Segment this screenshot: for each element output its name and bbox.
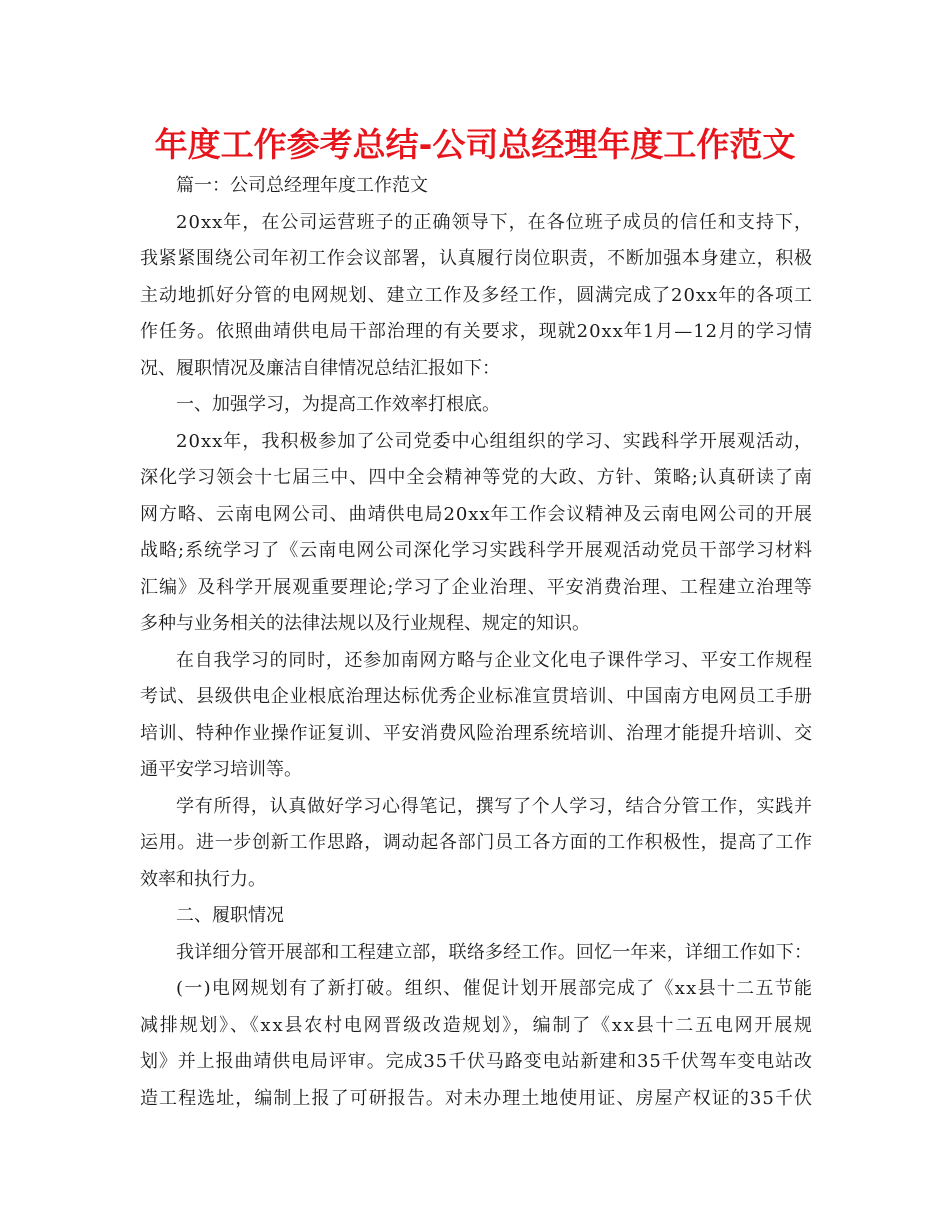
text-line: 在自我学习的同时，还参加南网方略与企业文化电子课件学习、平安工作规程 (176, 649, 813, 671)
text-line: 我紧紧围绕公司年初工作会议部署，认真履行岗位职责，不断加强本身建立，积极 (140, 248, 813, 269)
text-line: 一、加强学习，为提高工作效率打根底。 (176, 394, 500, 415)
text-line: 20xx年，在公司运营班子的正确领导下，在各位班子成员的信任和支持下， (176, 211, 814, 233)
text-line: 通平安学习培训等。 (140, 759, 302, 780)
text-line: 战略;系统学习了《云南电网公司深化学习实践科学开展观活动党员干部学习材料 (140, 540, 814, 561)
text-line: 20xx年，我积极参加了公司党委中心组组织的学习、实践科学开展观活动， (176, 430, 814, 452)
document-body (140, 168, 812, 1117)
text-line: 汇编》及科学开展观重要理论;学习了企业治理、平安消费治理、工程建立治理等 (140, 576, 814, 598)
text-line: 篇一：公司总经理年度工作范文 (176, 175, 428, 196)
text-line: 运用。进一步创新工作思路，调动起各部门员工各方面的工作积极性，提高了工作 (140, 832, 813, 853)
text-line: 划》并上报曲靖供电局评审。完成35千伏马路变电站新建和35千伏驾车变电站改 (140, 1051, 813, 1072)
text-line: 考试、县级供电企业根底治理达标优秀企业标准宣贯培训、中国南方电网员工手册 (140, 686, 813, 707)
text-line: 多种与业务相关的法律法规以及行业规程、规定的知识。 (140, 613, 590, 634)
text-line: 深化学习领会十七届三中、四中全会精神等党的大政、方针、策略;认真研读了南 (140, 467, 814, 488)
text-line: 二、履职情况 (176, 905, 284, 926)
text-line: 作任务。依照曲靖供电局干部治理的有关要求，现就20xx年1月—12月的学习情 (140, 321, 813, 342)
text-line: 网方略、云南电网公司、曲靖供电局20xx年工作会议精神及云南电网公司的开展 (140, 503, 813, 525)
text-line: 减排规划》、《xx县农村电网晋级改造规划》，编制了《xx县十二五电网开展规 (140, 1014, 814, 1036)
text-line: 造工程选址，编制上报了可研报告。对未办理土地使用证、房屋产权证的35千伏 (140, 1087, 814, 1109)
text-line: 况、履职情况及廉洁自律情况总结汇报如下： (140, 357, 500, 379)
text-line: 主动地抓好分管的电网规划、建立工作及多经工作，圆满完成了20xx年的各项工 (140, 284, 813, 306)
document-title: 年度工作参考总结-公司总经理年度工作范文 (154, 125, 796, 164)
text-line: 学有所得，认真做好学习心得笔记，撰写了个人学习，结合分管工作，实践并 (176, 795, 813, 817)
text-line: 培训、特种作业操作证复训、平安消费风险治理系统培训、治理才能提升培训、交 (140, 722, 813, 744)
text-line: (一)电网规划有了新打破。组织、催促计划开展部完成了《xx县十二五节能 (176, 978, 814, 999)
text-line: 效率和执行力。 (140, 868, 266, 890)
text-line: 我详细分管开展部和工程建立部，联络多经工作。回忆一年来，详细工作如下： (176, 941, 813, 963)
